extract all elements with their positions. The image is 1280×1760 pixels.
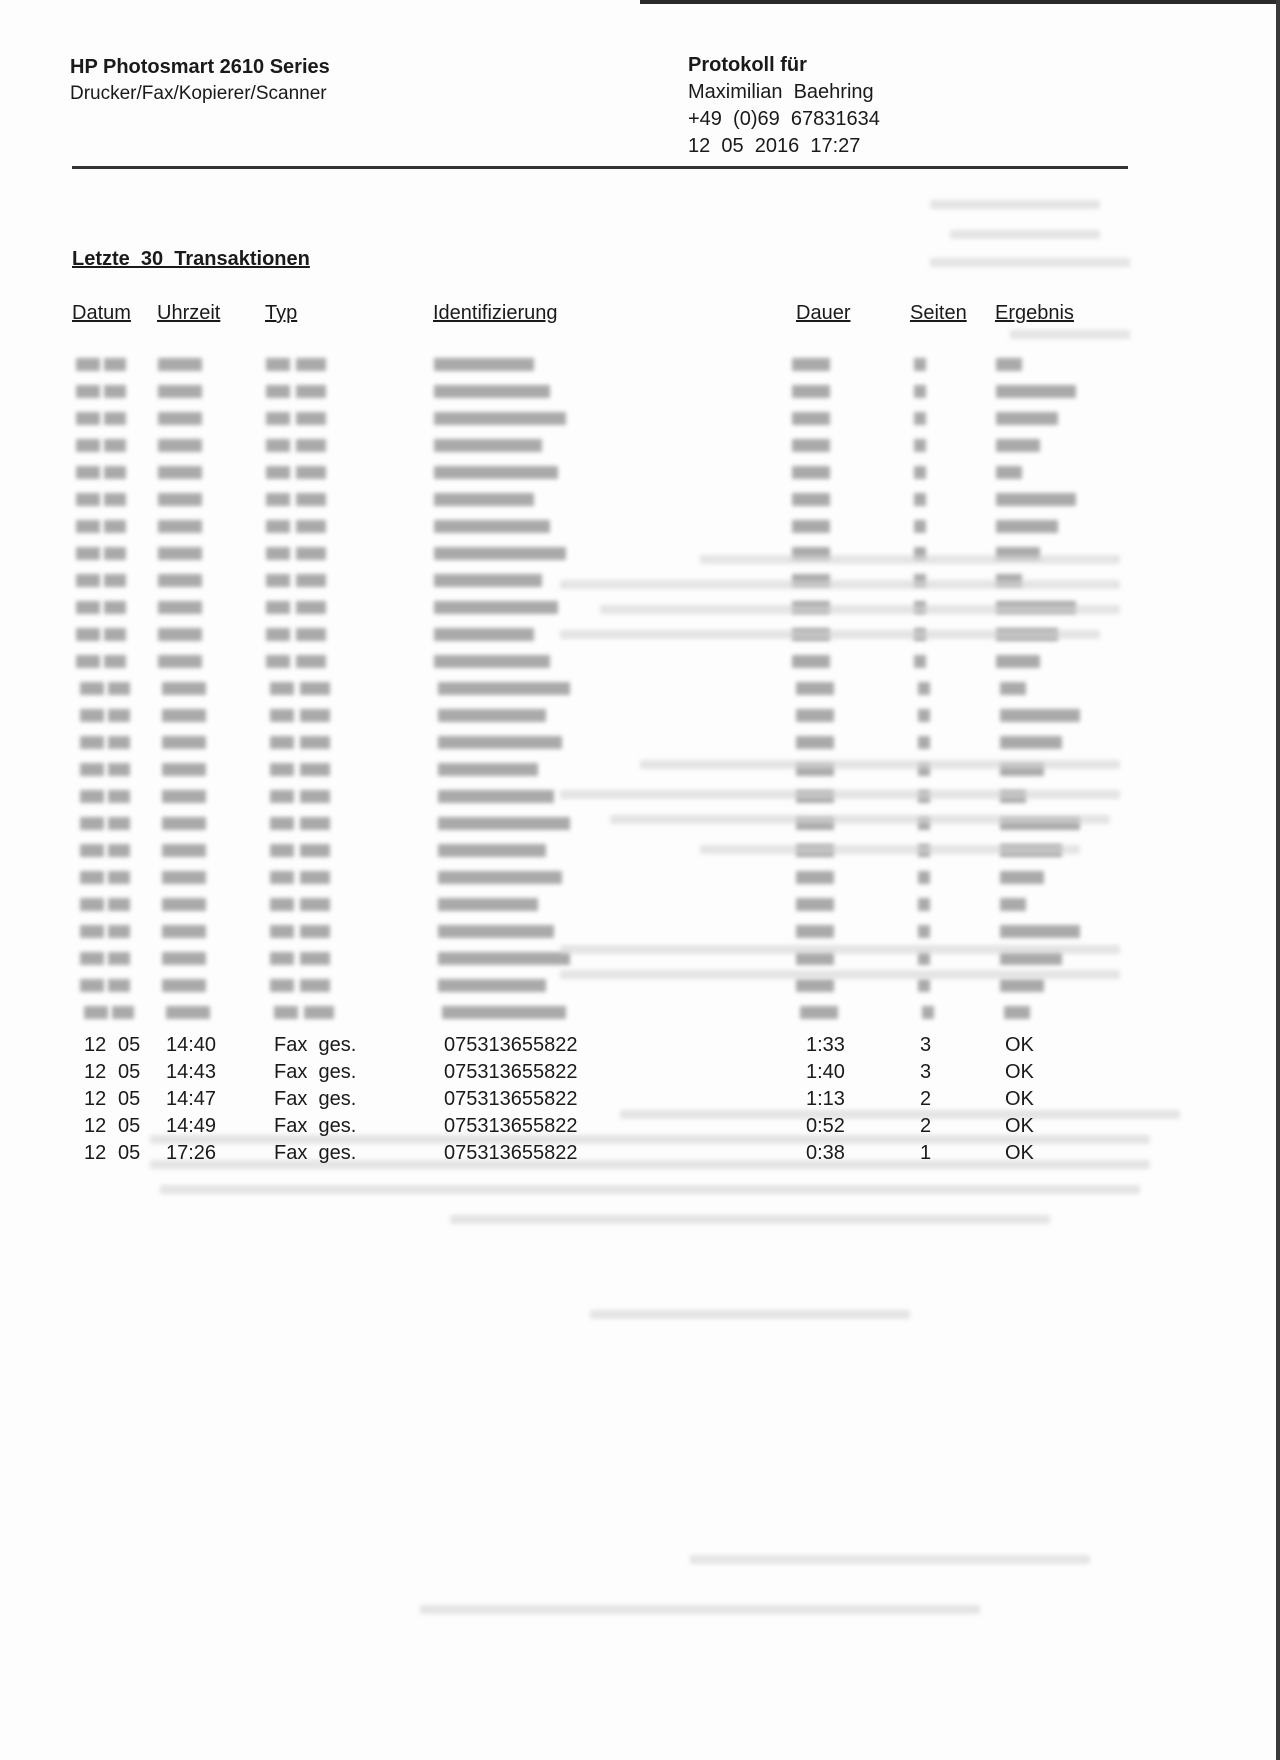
show-through-line	[560, 630, 1100, 639]
redaction-block	[914, 520, 926, 533]
redaction-block	[108, 790, 130, 803]
redaction-block	[266, 520, 290, 533]
redaction-block	[296, 655, 326, 668]
column-header-ergebnis: Ergebnis	[995, 302, 1074, 324]
device-header	[70, 56, 330, 105]
cell-time: 14:40	[166, 1034, 217, 1056]
redaction-block	[918, 898, 930, 911]
show-through-line	[560, 970, 1120, 979]
redaction-block	[438, 736, 562, 749]
redaction-block	[434, 358, 534, 371]
redaction-block	[914, 412, 926, 425]
redaction-block	[296, 628, 326, 641]
column-header-dauer: Dauer	[796, 302, 851, 324]
redaction-block	[80, 763, 104, 776]
column-header-uhrzeit: Uhrzeit	[157, 302, 221, 324]
show-through-line	[700, 845, 1080, 854]
section-title: Letzte 30 Transaktionen	[72, 248, 310, 270]
redaction-block	[84, 1006, 108, 1019]
redaction-block	[80, 817, 104, 830]
redaction-block	[438, 763, 538, 776]
redaction-block	[266, 466, 290, 479]
redaction-block	[266, 547, 290, 560]
device-name: HP Photosmart 2610 Series	[70, 56, 330, 78]
show-through-line	[640, 760, 1120, 769]
redaction-block	[162, 736, 206, 749]
scan-edge-right	[1276, 0, 1280, 1760]
cell-date-month: 05	[118, 1142, 141, 1164]
redaction-block	[918, 979, 930, 992]
show-through-line	[700, 555, 1120, 564]
redaction-block	[918, 709, 930, 722]
show-through-line	[590, 1310, 910, 1319]
redaction-block	[438, 898, 538, 911]
show-through-line	[560, 580, 1120, 589]
redaction-block	[158, 655, 202, 668]
redaction-block	[76, 520, 100, 533]
redaction-block	[80, 898, 104, 911]
redaction-block	[434, 520, 550, 533]
redaction-block	[162, 790, 206, 803]
redaction-block	[434, 493, 534, 506]
redaction-block	[792, 466, 830, 479]
redaction-block	[1000, 898, 1026, 911]
redaction-block	[158, 628, 202, 641]
redaction-block	[438, 709, 546, 722]
redaction-block	[108, 952, 130, 965]
cell-pages: 2	[920, 1088, 932, 1110]
redaction-block	[296, 520, 326, 533]
redaction-block	[266, 574, 290, 587]
cell-pages: 3	[920, 1061, 932, 1083]
redaction-block	[162, 979, 206, 992]
redaction-block	[792, 358, 830, 371]
redaction-block	[158, 439, 202, 452]
cell-duration: 1:13	[806, 1088, 845, 1110]
redaction-block	[270, 817, 294, 830]
redaction-block	[76, 412, 100, 425]
cell-result: OK	[1005, 1034, 1034, 1056]
redaction-block	[434, 466, 558, 479]
redaction-block	[792, 520, 830, 533]
redaction-block	[914, 466, 926, 479]
redaction-block	[300, 709, 330, 722]
redaction-block	[80, 925, 104, 938]
redaction-block	[438, 844, 546, 857]
cell-type: Fax ges.	[274, 1061, 357, 1083]
redaction-block	[108, 709, 130, 722]
redaction-block	[104, 466, 126, 479]
show-through-line	[560, 945, 1120, 954]
redaction-block	[76, 385, 100, 398]
redaction-block	[438, 925, 554, 938]
cell-type: Fax ges.	[274, 1142, 357, 1164]
redaction-block	[300, 898, 330, 911]
redaction-block	[266, 628, 290, 641]
redaction-block	[76, 601, 100, 614]
redaction-block	[158, 574, 202, 587]
redaction-block	[104, 385, 126, 398]
report-header	[688, 52, 880, 160]
redaction-block	[996, 466, 1022, 479]
owner-phone: +49 (0)69 67831634	[688, 108, 880, 130]
report-title: Protokoll für	[688, 54, 807, 76]
redaction-block	[296, 601, 326, 614]
redaction-block	[76, 628, 100, 641]
redaction-block	[266, 412, 290, 425]
redaction-block	[300, 682, 330, 695]
redaction-block	[162, 871, 206, 884]
redaction-block	[104, 439, 126, 452]
cell-date-month: 05	[118, 1115, 141, 1137]
redaction-block	[80, 790, 104, 803]
redaction-block	[158, 358, 202, 371]
cell-type: Fax ges.	[274, 1088, 357, 1110]
redaction-block	[270, 925, 294, 938]
redaction-block	[76, 358, 100, 371]
redaction-block	[108, 844, 130, 857]
show-through-line	[160, 1185, 1140, 1194]
redaction-block	[792, 439, 830, 452]
cell-duration: 1:40	[806, 1061, 845, 1083]
redaction-block	[270, 871, 294, 884]
column-header-datum: Datum	[72, 302, 131, 324]
redaction-block	[796, 709, 834, 722]
redaction-block	[296, 358, 326, 371]
redaction-block	[300, 817, 330, 830]
redaction-block	[1000, 682, 1026, 695]
redaction-block	[300, 952, 330, 965]
redaction-block	[76, 493, 100, 506]
redaction-block	[438, 817, 570, 830]
redaction-block	[1000, 925, 1080, 938]
redaction-block	[996, 385, 1076, 398]
redaction-block	[80, 979, 104, 992]
redaction-block	[104, 655, 126, 668]
redaction-block	[300, 844, 330, 857]
cell-date-day: 12	[84, 1142, 107, 1164]
show-through-line	[930, 200, 1100, 209]
redaction-block	[270, 898, 294, 911]
cell-duration: 0:52	[806, 1115, 845, 1137]
cell-result: OK	[1005, 1142, 1034, 1164]
cell-pages: 1	[920, 1142, 932, 1164]
show-through-line	[420, 1605, 980, 1614]
redaction-block	[270, 763, 294, 776]
redaction-block	[996, 412, 1058, 425]
cell-time: 14:49	[166, 1115, 217, 1137]
redaction-block	[796, 979, 834, 992]
cell-date-month: 05	[118, 1088, 141, 1110]
column-header-typ: Typ	[265, 302, 298, 324]
cell-time: 17:26	[166, 1142, 217, 1164]
redaction-block	[112, 1006, 134, 1019]
show-through-line	[1010, 330, 1130, 339]
redaction-block	[104, 574, 126, 587]
redaction-block	[266, 493, 290, 506]
redaction-block	[162, 709, 206, 722]
redaction-block	[922, 1006, 934, 1019]
redaction-block	[996, 358, 1022, 371]
redaction-block	[434, 574, 542, 587]
redaction-block	[266, 655, 290, 668]
redaction-block	[438, 790, 554, 803]
redaction-block	[108, 979, 130, 992]
redaction-block	[270, 736, 294, 749]
redaction-block	[304, 1006, 334, 1019]
redaction-block	[914, 493, 926, 506]
cell-identification: 075313655822	[444, 1088, 578, 1110]
redaction-block	[434, 385, 550, 398]
table-row	[0, 1142, 1280, 1169]
redaction-block	[434, 412, 566, 425]
redaction-block	[296, 439, 326, 452]
table-row	[0, 1061, 1280, 1088]
redaction-block	[438, 952, 570, 965]
redaction-block	[80, 736, 104, 749]
redaction-block	[270, 682, 294, 695]
redaction-block	[1000, 709, 1080, 722]
cell-result: OK	[1005, 1115, 1034, 1137]
redaction-block	[296, 547, 326, 560]
show-through-line	[690, 1555, 1090, 1564]
redaction-block	[300, 736, 330, 749]
redaction-block	[296, 412, 326, 425]
redaction-block	[104, 493, 126, 506]
redaction-block	[792, 412, 830, 425]
redaction-block	[158, 601, 202, 614]
redaction-block	[918, 871, 930, 884]
redaction-block	[996, 493, 1076, 506]
table-row	[0, 1034, 1280, 1061]
redaction-block	[104, 628, 126, 641]
redaction-block	[108, 898, 130, 911]
redaction-block	[76, 655, 100, 668]
redaction-block	[796, 871, 834, 884]
redaction-block	[434, 655, 550, 668]
redaction-block	[80, 709, 104, 722]
cell-date-day: 12	[84, 1034, 107, 1056]
redaction-block	[442, 1006, 566, 1019]
redaction-block	[796, 682, 834, 695]
redaction-block	[104, 520, 126, 533]
redaction-block	[158, 412, 202, 425]
redaction-block	[76, 547, 100, 560]
redaction-block	[80, 952, 104, 965]
redaction-block	[162, 952, 206, 965]
redaction-block	[162, 898, 206, 911]
cell-date-day: 12	[84, 1061, 107, 1083]
redaction-block	[158, 466, 202, 479]
redaction-block	[914, 655, 926, 668]
redaction-block	[158, 385, 202, 398]
redaction-block	[918, 682, 930, 695]
redaction-block	[270, 979, 294, 992]
show-through-line	[610, 815, 1110, 824]
redaction-block	[434, 628, 534, 641]
column-header-identifizierung: Identifizierung	[433, 302, 558, 324]
redaction-block	[918, 736, 930, 749]
redaction-block	[266, 439, 290, 452]
redaction-block	[434, 439, 542, 452]
cell-type: Fax ges.	[274, 1115, 357, 1137]
redaction-block	[914, 358, 926, 371]
redaction-block	[270, 790, 294, 803]
table-row	[0, 1115, 1280, 1142]
redaction-block	[166, 1006, 210, 1019]
cell-identification: 075313655822	[444, 1061, 578, 1083]
owner-name: Maximilian Baehring	[688, 81, 874, 103]
redaction-block	[300, 790, 330, 803]
redaction-block	[270, 844, 294, 857]
column-header-seiten: Seiten	[910, 302, 967, 324]
redaction-block	[296, 466, 326, 479]
show-through-line	[950, 230, 1100, 239]
cell-result: OK	[1005, 1088, 1034, 1110]
cell-time: 14:43	[166, 1061, 217, 1083]
redaction-block	[1000, 871, 1044, 884]
redaction-block	[996, 655, 1040, 668]
redaction-block	[108, 763, 130, 776]
device-type: Drucker/Fax/Kopierer/Scanner	[70, 83, 327, 104]
cell-duration: 1:33	[806, 1034, 845, 1056]
show-through-line	[560, 790, 1120, 799]
cell-date-month: 05	[118, 1034, 141, 1056]
redaction-block	[438, 682, 570, 695]
cell-date-month: 05	[118, 1061, 141, 1083]
cell-pages: 3	[920, 1034, 932, 1056]
redaction-block	[266, 601, 290, 614]
redaction-block	[296, 493, 326, 506]
redaction-block	[300, 979, 330, 992]
redaction-block	[162, 925, 206, 938]
redaction-block	[300, 871, 330, 884]
redaction-block	[438, 871, 562, 884]
show-through-line	[600, 605, 1120, 614]
redaction-block	[796, 736, 834, 749]
redaction-block	[296, 574, 326, 587]
redaction-block	[792, 385, 830, 398]
redaction-block	[104, 412, 126, 425]
redaction-block	[76, 574, 100, 587]
redaction-block	[162, 817, 206, 830]
redaction-block	[270, 709, 294, 722]
cell-duration: 0:38	[806, 1142, 845, 1164]
redaction-block	[300, 763, 330, 776]
redaction-block	[158, 547, 202, 560]
redaction-block	[162, 844, 206, 857]
redaction-block	[434, 601, 558, 614]
redaction-block	[108, 925, 130, 938]
report-datetime: 12 05 2016 17:27	[688, 135, 861, 157]
redaction-block	[914, 439, 926, 452]
cell-result: OK	[1005, 1061, 1034, 1083]
redaction-block	[996, 520, 1058, 533]
cell-identification: 075313655822	[444, 1142, 578, 1164]
cell-date-day: 12	[84, 1088, 107, 1110]
cell-time: 14:47	[166, 1088, 217, 1110]
redaction-block	[108, 817, 130, 830]
header-divider	[72, 166, 1128, 169]
cell-identification: 075313655822	[444, 1115, 578, 1137]
show-through-line	[930, 258, 1130, 267]
redaction-block	[162, 682, 206, 695]
redaction-block	[76, 439, 100, 452]
redaction-block	[80, 682, 104, 695]
show-through-line	[450, 1215, 1050, 1224]
redaction-block	[1000, 736, 1062, 749]
redaction-block	[792, 493, 830, 506]
redaction-block	[270, 952, 294, 965]
redaction-block	[108, 736, 130, 749]
redaction-block	[104, 358, 126, 371]
redaction-block	[104, 601, 126, 614]
redaction-block	[296, 385, 326, 398]
redaction-block	[108, 682, 130, 695]
redaction-block	[300, 925, 330, 938]
redaction-block	[108, 871, 130, 884]
redaction-block	[438, 979, 546, 992]
redaction-block	[914, 385, 926, 398]
cell-date-day: 12	[84, 1115, 107, 1137]
redaction-block	[80, 871, 104, 884]
redaction-block	[918, 925, 930, 938]
redaction-block	[76, 466, 100, 479]
redaction-block	[434, 547, 566, 560]
table-row	[0, 1088, 1280, 1115]
cell-type: Fax ges.	[274, 1034, 357, 1056]
redaction-block	[996, 439, 1040, 452]
redaction-block	[104, 547, 126, 560]
redaction-block	[1000, 979, 1044, 992]
redaction-block	[80, 844, 104, 857]
redaction-block	[1004, 1006, 1030, 1019]
redaction-block	[266, 358, 290, 371]
redaction-block	[158, 520, 202, 533]
scan-edge-top	[640, 0, 1280, 4]
redaction-block	[266, 385, 290, 398]
redaction-block	[274, 1006, 298, 1019]
redaction-block	[796, 925, 834, 938]
redaction-block	[158, 493, 202, 506]
redaction-block	[796, 898, 834, 911]
cell-pages: 2	[920, 1115, 932, 1137]
redaction-block	[162, 763, 206, 776]
redaction-block	[800, 1006, 838, 1019]
cell-identification: 075313655822	[444, 1034, 578, 1056]
redaction-block	[792, 655, 830, 668]
